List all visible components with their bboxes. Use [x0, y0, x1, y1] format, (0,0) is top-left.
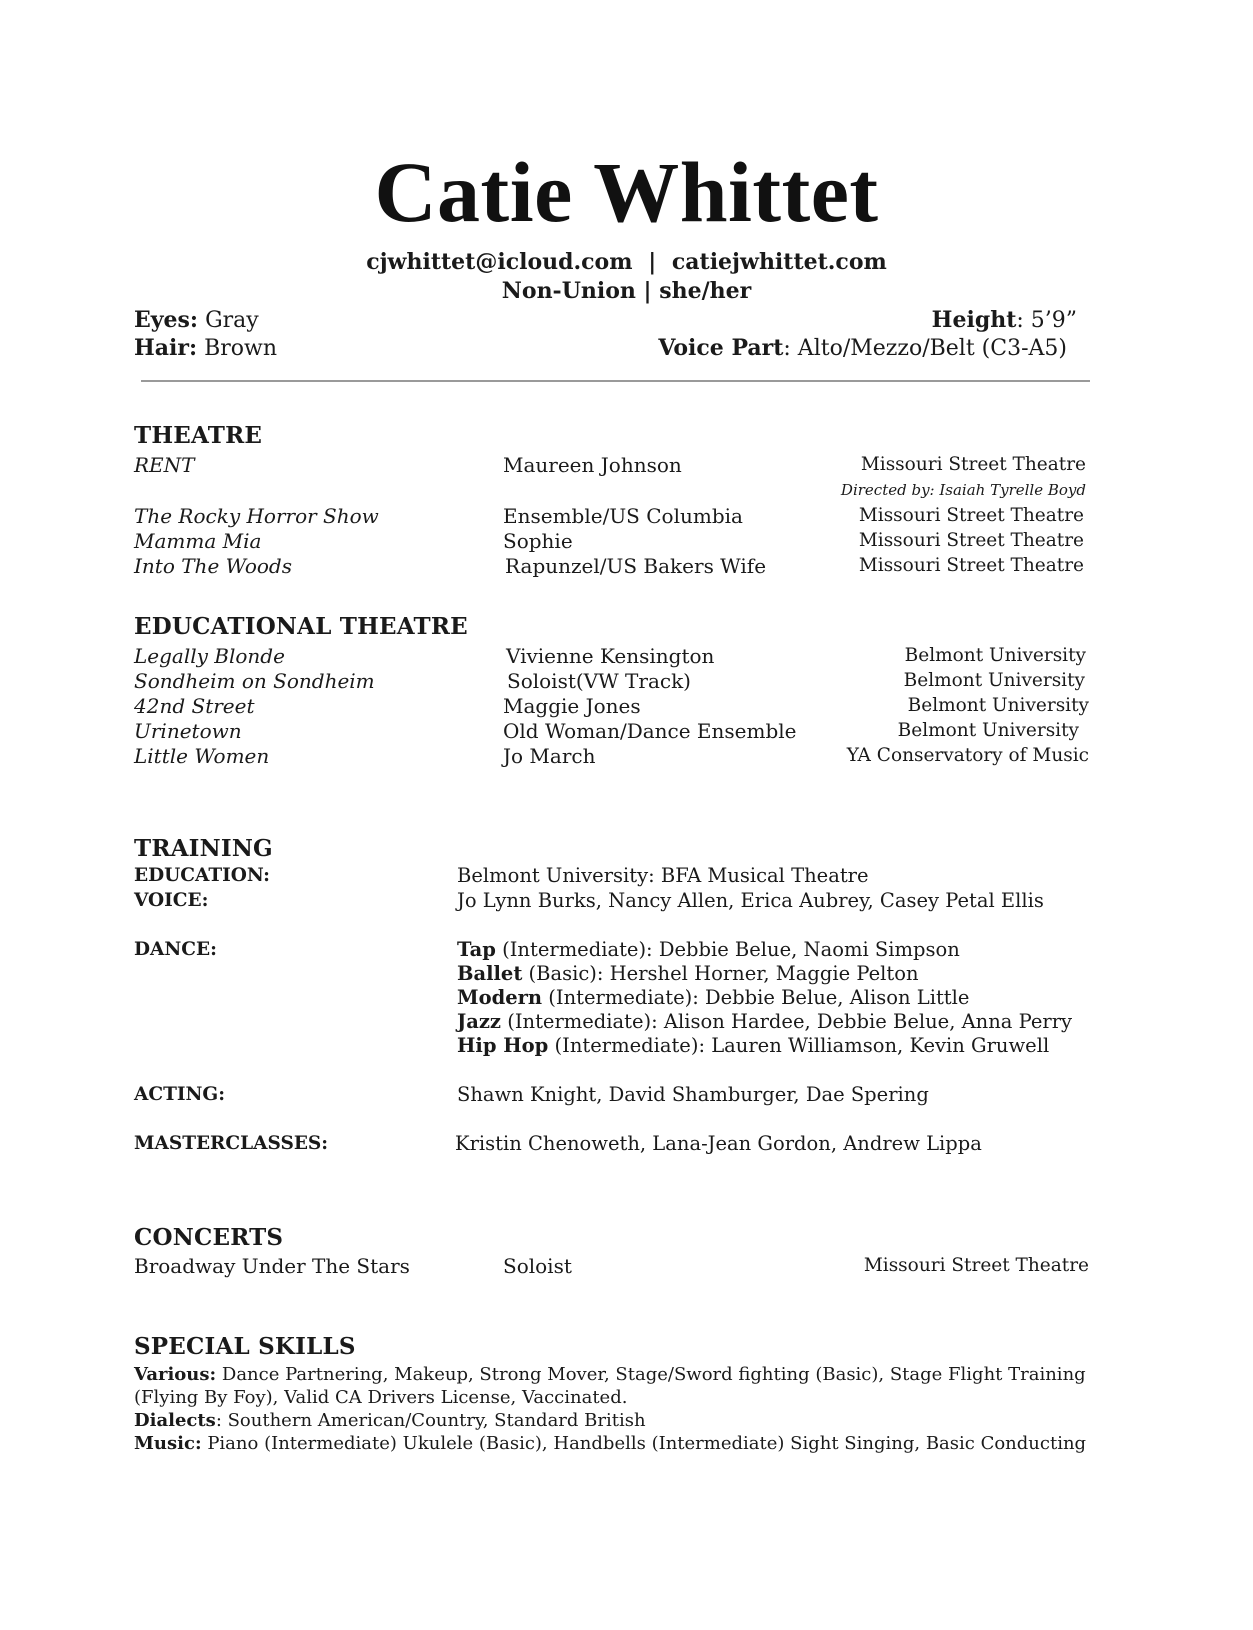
education-label: EDUCATION:: [134, 865, 270, 886]
educational-role: Vivienne Kensington: [506, 644, 715, 668]
theatre-show: The Rocky Horror Show: [134, 504, 379, 528]
dance-line: [457, 1033, 1049, 1058]
concert-event: Broadway Under The Stars: [134, 1254, 410, 1278]
acting-label: ACTING:: [134, 1084, 226, 1105]
dance-line: [457, 1009, 1072, 1034]
educational-venue: YA Conservatory of Music: [846, 745, 1089, 766]
skills-dialects: [134, 1409, 646, 1432]
skills-music: [134, 1432, 1086, 1455]
voice-part-attribute: [658, 334, 1067, 363]
voice-value: Jo Lynn Burks, Nancy Allen, Erica Aubrey, Casey Petal Ellis: [457, 889, 1044, 912]
various-value: Dance Partnering, Makeup, Strong Mover, Stage/Sword fighting (Basic), Stage Flight Training: [216, 1364, 1086, 1385]
educational-role: Jo March: [503, 744, 596, 768]
dance-detail: (Intermediate): Debbie Belue, Alison Little: [542, 986, 970, 1009]
educational-show: Sondheim on Sondheim: [134, 669, 375, 693]
theatre-show: Mamma Mia: [134, 529, 262, 553]
acting-value: Shawn Knight, David Shamburger, Dae Spering: [457, 1083, 929, 1106]
email[interactable]: cjwhittet@icloud.com: [366, 249, 633, 275]
skills-various: [134, 1363, 1086, 1386]
dialects-value: : Southern American/Country, Standard British: [215, 1410, 646, 1431]
hair-attribute: [134, 334, 277, 363]
dance-style: Modern: [457, 986, 543, 1009]
concert-venue: Missouri Street Theatre: [863, 1255, 1089, 1276]
eyes-attribute: [134, 306, 259, 335]
theatre-role: Sophie: [503, 529, 573, 553]
theatre-role: Ensemble/US Columbia: [503, 504, 743, 528]
theatre-heading: THEATRE: [134, 422, 263, 449]
hair-value: Brown: [204, 336, 278, 361]
educational-show: Little Women: [134, 744, 270, 768]
educational-role: Old Woman/Dance Ensemble: [503, 719, 797, 743]
masterclasses-label: MASTERCLASSES:: [134, 1133, 329, 1154]
height-attribute: [932, 306, 1077, 335]
educational-show: Legally Blonde: [134, 644, 285, 668]
educational-theatre-heading: EDUCATIONAL THEATRE: [134, 613, 468, 640]
educational-show: 42nd Street: [134, 694, 255, 718]
contact-line: [0, 247, 1253, 277]
skills-various-cont: (Flying By Foy), Valid CA Drivers License, Vaccinated.: [134, 1387, 628, 1408]
dialects-label: Dialects: [134, 1410, 216, 1431]
dance-detail: (Basic): Hershel Horner, Maggie Pelton: [522, 962, 919, 985]
special-skills-heading: SPECIAL SKILLS: [134, 1333, 356, 1360]
educational-venue: Belmont University: [904, 645, 1086, 666]
educational-venue: Belmont University: [907, 695, 1089, 716]
various-label: Various:: [134, 1364, 217, 1385]
educational-role: Maggie Jones: [503, 694, 641, 718]
contact-separator: |: [648, 249, 657, 275]
dance-style: Ballet: [457, 962, 523, 985]
theatre-show: Into The Woods: [134, 554, 292, 578]
voice-label: VOICE:: [134, 890, 209, 911]
dance-style: Tap: [457, 938, 496, 961]
director-note: Directed by: Isaiah Tyrelle Boyd: [840, 481, 1086, 499]
music-label: Music:: [134, 1433, 202, 1454]
height-value: : 5’9”: [1016, 308, 1077, 333]
concerts-heading: CONCERTS: [134, 1224, 284, 1251]
dance-detail: (Intermediate): Debbie Belue, Naomi Simpson: [495, 938, 960, 961]
eyes-value: Gray: [205, 308, 259, 333]
dance-style: Jazz: [457, 1010, 502, 1033]
dance-detail: (Intermediate): Lauren Williamson, Kevin Gruwell: [548, 1034, 1050, 1057]
music-value: Piano (Intermediate) Ukulele (Basic), Handbells (Intermediate) Sight Singing, Basic Conducting: [201, 1433, 1087, 1454]
union-status: Non-Union | she/her: [501, 278, 752, 304]
resume-name: Catie Whittet: [374, 144, 879, 240]
theatre-role: Rapunzel/US Bakers Wife: [505, 554, 767, 578]
dance-label: DANCE:: [134, 939, 217, 960]
theatre-role: Maureen Johnson: [503, 453, 682, 477]
voice-part-value: : Alto/Mezzo/Belt (C3-A5): [783, 336, 1067, 361]
theatre-venue: Missouri Street Theatre: [860, 454, 1086, 475]
educational-show: Urinetown: [134, 719, 242, 743]
voice-part-label: Voice Part: [658, 335, 784, 361]
dance-line: [457, 961, 919, 986]
training-heading: TRAINING: [134, 835, 273, 862]
dance-line: [457, 985, 969, 1010]
dance-style: Hip Hop: [457, 1034, 549, 1057]
dance-line: [457, 937, 960, 962]
educational-role: Soloist(VW Track): [507, 669, 691, 693]
header-divider: [141, 380, 1090, 382]
eyes-label: Eyes:: [134, 307, 199, 333]
concert-role: Soloist: [503, 1254, 572, 1278]
educational-venue: Belmont University: [897, 720, 1079, 741]
educational-venue: Belmont University: [903, 670, 1085, 691]
hair-label: Hair:: [134, 335, 198, 361]
theatre-venue: Missouri Street Theatre: [858, 530, 1084, 551]
dance-detail: (Intermediate): Alison Hardee, Debbie Belue, Anna Perry: [501, 1010, 1073, 1033]
website[interactable]: catiejwhittet.com: [671, 249, 887, 275]
education-value: Belmont University: BFA Musical Theatre: [457, 864, 869, 887]
theatre-venue: Missouri Street Theatre: [858, 505, 1084, 526]
masterclasses-value: Kristin Chenoweth, Lana-Jean Gordon, Andrew Lippa: [455, 1132, 982, 1155]
height-label: Height: [931, 307, 1017, 333]
theatre-venue: Missouri Street Theatre: [858, 555, 1084, 576]
theatre-show: RENT: [134, 453, 195, 477]
